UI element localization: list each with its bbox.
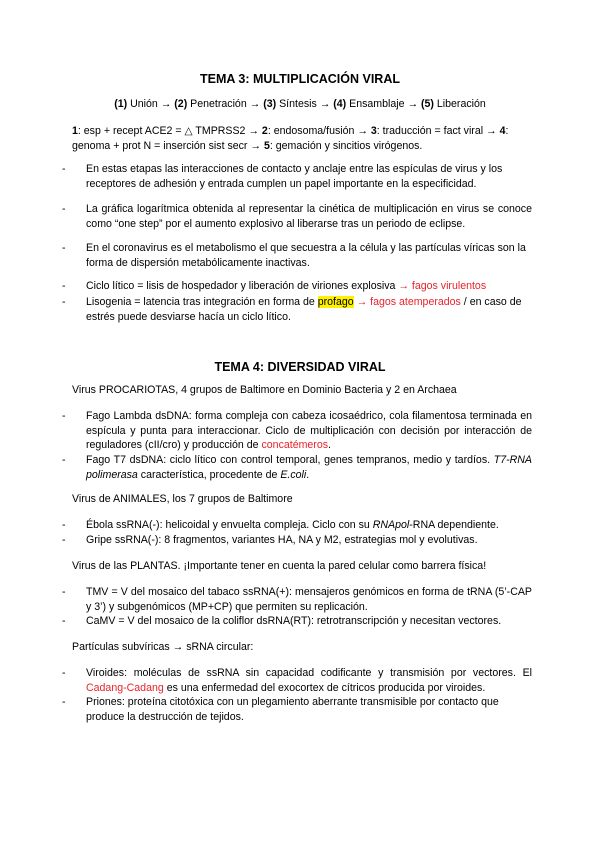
litico-text: Ciclo lítico = lisis de hospedador y liberación de viriones explosiva — [86, 280, 399, 292]
ecoli: E.coli — [280, 468, 307, 481]
stage-1-num: (1) — [114, 98, 128, 110]
procariotas-heading: Virus PROCARIOTAS, 4 grupos de Baltimore en Dominio Bacteria y 2 en Archaea — [72, 384, 457, 396]
stage-3-num: (3) — [263, 98, 277, 110]
steps-paragraph — [72, 124, 534, 153]
bullet-dash: - — [62, 242, 66, 254]
fago-t7-end: . — [306, 468, 310, 481]
viroides-bullet — [62, 666, 532, 695]
tema3-bullet-litico — [62, 279, 532, 294]
stage-5-num: (5) — [421, 98, 434, 110]
tema3-bullet-3 — [62, 241, 532, 270]
bullet-text: En el coronavirus es el metabolismo el que secuestra a la célula y las partículas víricas son la forma de dispersión metabólicamente inactivas. — [86, 242, 526, 269]
tema3-bullet-2 — [62, 202, 532, 231]
bullet-dash: - — [62, 280, 66, 292]
step-2-text: : endosoma/fusión → — [267, 125, 371, 137]
step-1-text: : esp + recept ACE2 = △ TMPRSS2 → — [77, 125, 262, 137]
stage-4-num: (4) — [333, 98, 347, 110]
ebola-text: Ébola ssRNA(-): helicoidal y envuelta compleja. Ciclo con su — [86, 519, 373, 531]
stage-2-label: Penetración → — [187, 98, 264, 110]
fagos-atemperados: → fagos atemperados — [353, 296, 461, 308]
tema3-bullet-lisogenia — [62, 295, 532, 324]
step-3-text: : traducción = fact viral → — [376, 125, 500, 137]
fago-t7-text: Fago T7 dsDNA: ciclo lítico con control temporal, genes tempranos, medio y tardíos. — [86, 454, 494, 466]
concatemeros: concatémeros — [261, 439, 329, 451]
bullet-dash: - — [62, 667, 66, 679]
step-3-num: 3 — [370, 125, 377, 137]
bullet-dash: - — [62, 615, 66, 627]
stage-5-label: Liberación — [433, 98, 486, 110]
bullet-dash: - — [62, 696, 66, 708]
stage-2-num: (2) — [174, 98, 188, 110]
step-1-num: 1 — [72, 125, 78, 137]
fago-lambda-text: Fago Lambda dsDNA: forma compleja con cabeza icosaédrico, cola filamentosa terminada en espícula y punta para interaccionar. Ciclo de multiplicación con decisión por interacción de reguladores (cII/cro) y producción de — [86, 410, 532, 451]
priones-text: Priones: proteína citotóxica con un plegamiento aberrante transmisible por contacto que produce la destrucción de tejidos. — [86, 696, 499, 723]
step-4-text: : genoma + prot N = inserción sist secr → — [72, 125, 509, 152]
ebola-text2: -RNA dependiente. — [409, 519, 499, 531]
ebola-bullet — [62, 518, 532, 533]
step-5-num: 5 — [263, 139, 270, 152]
priones-bullet — [62, 695, 532, 724]
tmv-bullet — [62, 585, 532, 614]
bullet-dash: - — [62, 534, 66, 546]
step-2-num: 2 — [261, 125, 268, 137]
camv-text: CaMV = V del mosaico de la coliflor dsRNA(RT): retrotranscripción y necesitan vectores. — [86, 615, 502, 627]
bullet-dash: - — [62, 296, 66, 308]
t7-rna-polimerasa: T7-RNA polimerasa — [86, 454, 532, 481]
fago-lambda-end: . — [328, 439, 331, 451]
stage-1-label: Unión → — [127, 98, 175, 110]
stage-3-label: Síntesis → — [276, 98, 334, 110]
lisogenia-text-end: / en caso de estrés puede desviarse hacía un ciclo lítico. — [86, 296, 522, 323]
bullet-dash: - — [62, 586, 66, 598]
tema3-title: TEMA 3: MULTIPLICACIÓN VIRAL — [200, 72, 400, 86]
step-5-text: : gemación y sincitios virógenos. — [269, 139, 423, 152]
fago-lambda-bullet — [62, 409, 532, 453]
fago-t7-text2: característica, procedente de — [137, 468, 281, 481]
fagos-virulentos: → fagos virulentos — [398, 280, 487, 292]
tema4-title: TEMA 4: DIVERSIDAD VIRAL — [214, 360, 386, 374]
lisogenia-text: Lisogenia = latencia tras integración en forma de — [86, 296, 318, 308]
bullet-dash: - — [62, 163, 66, 175]
subviricas-heading: Partículas subvíricas → sRNA circular: — [72, 641, 254, 653]
bullet-text: En estas etapas las interacciones de contacto y anclaje entre las espículas de virus y los receptores de adhesión y entrada cumplen un papel importante en la especificidad. — [86, 163, 503, 190]
bullet-dash: - — [62, 203, 66, 215]
animales-heading: Virus de ANIMALES, los 7 grupos de Baltimore — [72, 493, 293, 505]
cadang-cadang: Cadang-Cadang — [86, 681, 164, 694]
gripe-bullet — [62, 533, 532, 548]
camv-bullet — [62, 614, 532, 629]
bullet-dash: - — [62, 410, 66, 422]
stages-line — [0, 97, 600, 112]
bullet-dash: - — [62, 519, 66, 531]
tema3-bullet-1 — [62, 162, 532, 191]
viroides-text: Viroides: moléculas de ssRNA sin capacidad codificante y transmisión por vectores. El — [86, 667, 532, 679]
step-4-num: 4 — [499, 125, 506, 137]
rnapol: RNApol — [372, 519, 410, 531]
plantas-heading: Virus de las PLANTAS. ¡Importante tener en cuenta la pared celular como barrera física! — [72, 560, 487, 572]
gripe-text: Gripe ssRNA(-): 8 fragmentos, variantes HA, NA y M2, estrategias mol y evolutivas. — [86, 534, 478, 546]
stage-4-label: Ensamblaje → — [346, 98, 421, 110]
viroides-text2: es una enfermedad del exocortex de cítricos producida por viroides. — [163, 681, 486, 694]
bullet-text: La gráfica logarítmica obtenida al representar la cinética de multiplicación en virus se conoce como “one step” por el aumento explosivo al liberarse tras un periodo de eclipse. — [86, 203, 532, 230]
profago-highlight: profago — [317, 296, 354, 308]
bullet-dash: - — [62, 454, 66, 466]
tmv-text: TMV = V del mosaico del tabaco ssRNA(+): mensajeros genómicos en forma de tRNA (5’-CAP y 3’) y subgenómicos (MP+CP) que permiten su replicación. — [86, 586, 532, 613]
fago-t7-bullet — [62, 453, 532, 482]
